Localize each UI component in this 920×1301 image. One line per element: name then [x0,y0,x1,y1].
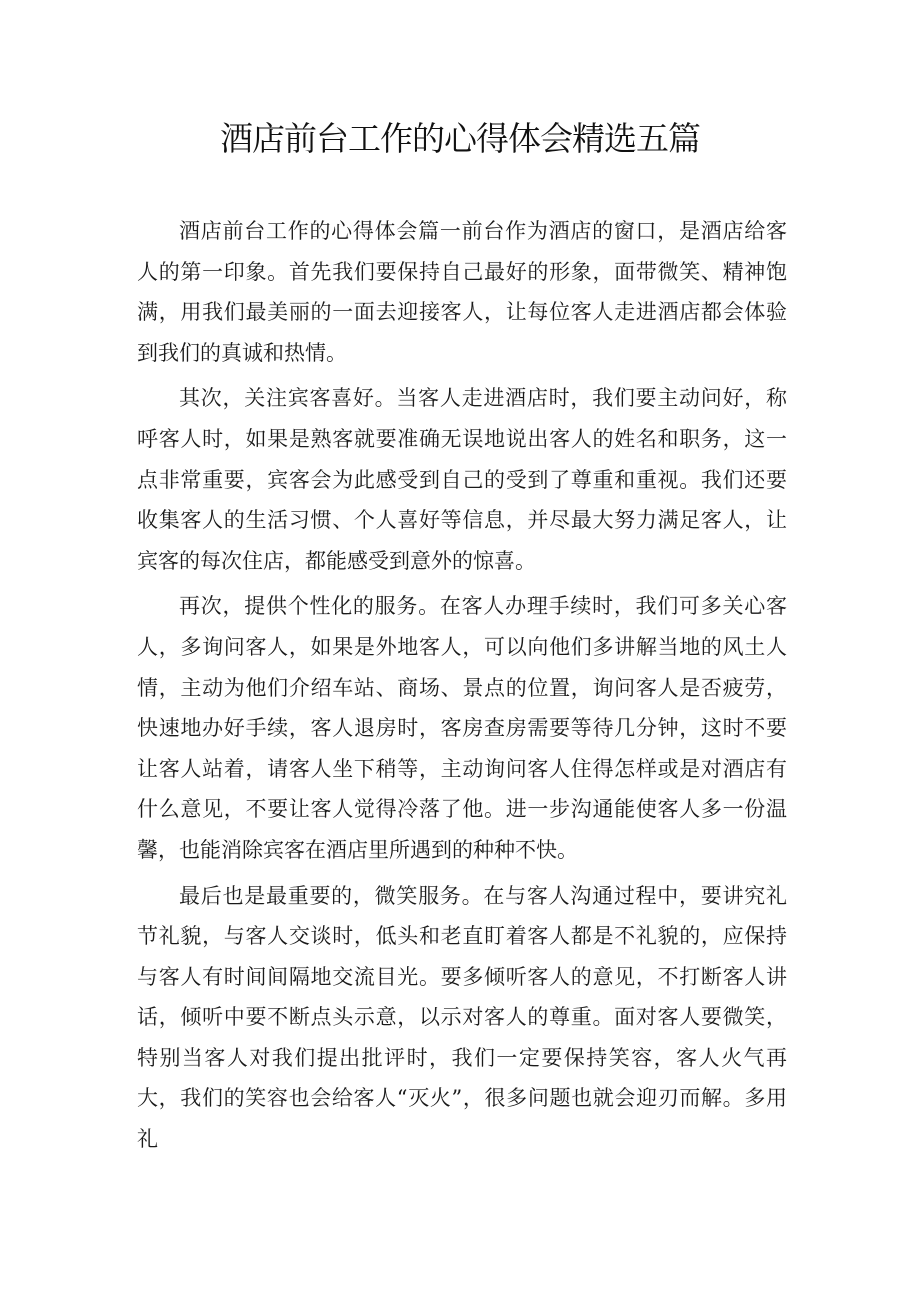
document-title: 酒店前台工作的心得体会精选五篇 [220,119,700,158]
paragraph-1: 酒店前台工作的心得体会篇一前台作为酒店的窗口，是酒店给客人的第一印象。首先我们要保持自己最好的形象，面带微笑、精神饱满，用我们最美丽的一面去迎接客人，让每位客人走进酒店都会体验到我们的真诚和热情。 [137,219,787,365]
document-body [137,211,787,1165]
paragraph-2: 其次，关注宾客喜好。当客人走进酒店时，我们要主动问好，称呼客人时，如果是熟客就要准确无误地说出客人的姓名和职务，这一点非常重要，宾客会为此感受到自己的受到了尊重和重视。我们还要收集客人的生活习惯、个人喜好等信息，并尽最大努力满足客人，让宾客的每次住店，都能感受到意外的惊喜。 [137,386,787,573]
paragraph-3: 再次，提供个性化的服务。在客人办理手续时，我们可多关心客人，多询问客人，如果是外地客人，可以向他们多讲解当地的风土人情，主动为他们介绍车站、商场、景点的位置，询问客人是否疲劳，快速地办好手续，客人退房时，客房查房需要等待几分钟，这时不要让客人站着，请客人坐下稍等，主动询问客人住得怎样或是对酒店有什么意见，不要让客人觉得冷落了他。进一步沟通能使客人多一份温馨，也能消除宾客在酒店里所遇到的种种不快。 [137,594,787,862]
paragraph-4: 最后也是最重要的，微笑服务。在与客人沟通过程中，要讲究礼节礼貌，与客人交谈时，低头和老直盯着客人都是不礼貌的，应保持与客人有时间间隔地交流目光。要多倾听客人的意见，不打断客人讲话，倾听中要不断点头示意，以示对客人的尊重。面对客人要微笑，特别当客人对我们提出批评时，我们一定要保持笑容，客人火气再大，我们的笑容也会给客人“灭火”，很多问题也就会迎刃而解。多用礼 [137,883,787,1152]
